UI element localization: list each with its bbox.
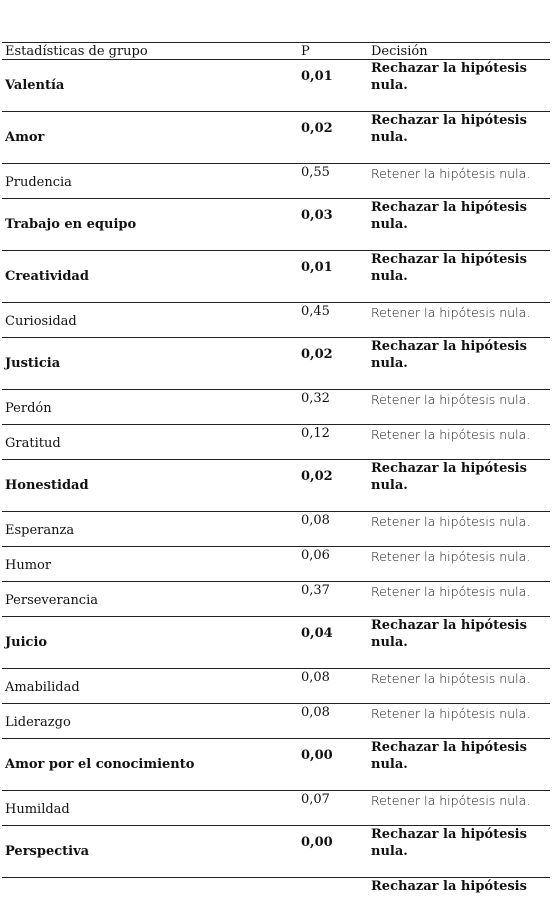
- p-value-cell: 0,45: [301, 304, 330, 319]
- strength-name-cell: Honestidad: [5, 478, 89, 493]
- table-row: [2, 512, 550, 547]
- table-body: [2, 60, 550, 878]
- table-row: [2, 390, 550, 425]
- p-value-cell: 0,08: [301, 513, 330, 528]
- decision-cell: Rechazar la hipótesis nula.: [371, 339, 527, 371]
- p-value-cell: 0,03: [301, 208, 333, 223]
- strength-name-cell: Liderazgo: [5, 715, 71, 730]
- table-row: [2, 669, 550, 704]
- decision-cell: Rechazar la hipótesis nula.: [371, 61, 527, 93]
- strength-name-cell: Creatividad: [5, 269, 89, 284]
- header-decision: Decisión: [371, 44, 428, 59]
- decision-cell: Rechazar la hipótesis nula.: [371, 740, 527, 772]
- strength-name-cell: Perseverancia: [5, 593, 98, 608]
- table-row: [2, 251, 550, 303]
- p-value-cell: 0,32: [301, 391, 330, 406]
- table-row: [2, 338, 550, 390]
- decision-cell: Rechazar la hipótesis nula.: [371, 827, 527, 859]
- p-value-cell: 0,01: [301, 69, 333, 84]
- table-row: [2, 739, 550, 791]
- p-value-cell: 0,00: [301, 748, 333, 763]
- table-row: [2, 582, 550, 617]
- decision-cell: Retener la hipótesis nula.: [371, 706, 531, 721]
- strength-name-cell: Trabajo en equipo: [5, 217, 137, 232]
- strength-name-cell: Perspectiva: [5, 844, 90, 859]
- strength-name-cell: Amor: [5, 130, 45, 145]
- decision-cell: Retener la hipótesis nula.: [371, 166, 531, 181]
- p-value-cell: 0,55: [301, 165, 330, 180]
- p-value-cell: 0,04: [301, 626, 333, 641]
- decision-cell: Retener la hipótesis nula.: [371, 427, 531, 442]
- p-value-cell: 0,06: [301, 548, 330, 563]
- p-value-cell: 0,08: [301, 705, 330, 720]
- strength-name-cell: Humildad: [5, 802, 70, 817]
- strength-name-cell: Gratitud: [5, 436, 61, 451]
- p-value-cell: 0,02: [301, 469, 333, 484]
- table-row: [2, 460, 550, 512]
- table-row: [2, 112, 550, 164]
- decision-cell: Retener la hipótesis nula.: [371, 671, 531, 686]
- p-value-cell: 0,37: [301, 583, 330, 598]
- table-row: [2, 164, 550, 199]
- table-row: [2, 60, 550, 112]
- strength-name-cell: Prudencia: [5, 175, 72, 190]
- strength-name-cell: Amabilidad: [5, 680, 80, 695]
- results-table: [2, 42, 550, 898]
- p-value-cell: 0,02: [301, 121, 333, 136]
- strength-name-cell: Valentía: [5, 78, 65, 93]
- strength-name-cell: Perdón: [5, 401, 52, 416]
- p-value-cell: 0,02: [301, 347, 333, 362]
- p-value-cell: 0,00: [301, 835, 333, 850]
- strength-name-cell: Justicia: [5, 356, 61, 371]
- decision-cell: Rechazar la hipótesis nula.: [371, 461, 527, 493]
- strength-name-cell: Esperanza: [5, 523, 75, 538]
- p-value-cell: 0,07: [301, 792, 330, 807]
- strength-name-cell: Humor: [5, 558, 52, 573]
- strength-name-cell: Amor por el conocimiento: [5, 757, 195, 772]
- decision-cell: Retener la hipótesis nula.: [371, 793, 531, 808]
- decision-cell: Retener la hipótesis nula.: [371, 514, 531, 529]
- table-row-partial: [2, 878, 550, 898]
- decision-cell: Rechazar la hipótesis nula.: [371, 618, 527, 650]
- strength-name-cell: Curiosidad: [5, 314, 77, 329]
- p-value-cell: 0,12: [301, 426, 330, 441]
- decision-cell: Rechazar la hipótesis nula.: [371, 252, 527, 284]
- p-value-cell: 0,08: [301, 670, 330, 685]
- table-row: [2, 704, 550, 739]
- table-row: [2, 826, 550, 878]
- decision-cell: Retener la hipótesis nula.: [371, 584, 531, 599]
- decision-cell: Retener la hipótesis nula.: [371, 392, 531, 407]
- table-row: [2, 199, 550, 251]
- table-row: [2, 425, 550, 460]
- header-group-stats: Estadísticas de grupo: [5, 44, 148, 59]
- table-row: [2, 791, 550, 826]
- decision-cell: Retener la hipótesis nula.: [371, 549, 531, 564]
- decision-cell: Rechazar la hipótesis nula.: [371, 113, 527, 145]
- table-row: [2, 617, 550, 669]
- table-header: [2, 42, 550, 60]
- table-row: [2, 547, 550, 582]
- table-row: [2, 303, 550, 338]
- decision-cell: Rechazar la hipótesis: [371, 879, 527, 894]
- decision-cell: Retener la hipótesis nula.: [371, 305, 531, 320]
- decision-cell: Rechazar la hipótesis nula.: [371, 200, 527, 232]
- header-p-value: P: [301, 44, 310, 59]
- p-value-cell: 0,01: [301, 260, 333, 275]
- strength-name-cell: Juicio: [5, 635, 48, 650]
